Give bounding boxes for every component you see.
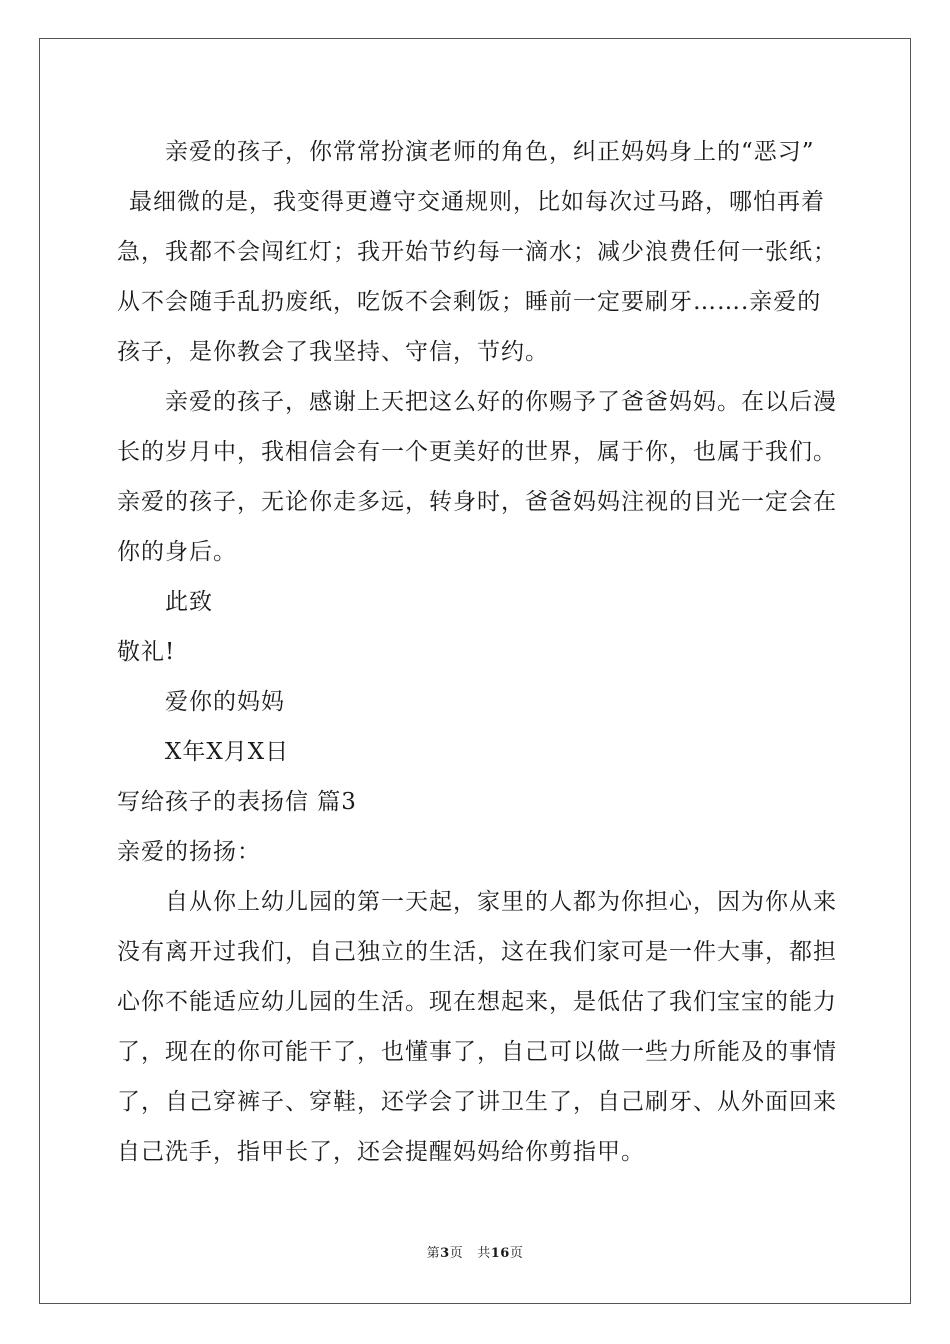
paragraph-line: 亲爱的孩子，你常常扮演老师的角色，纠正妈妈身上的“恶习” [165,139,815,165]
paragraph-line: 没有离开过我们，自己独立的生活，这在我们家可是一件大事，都担 [117,939,837,965]
page-prefix: 第 [426,1246,441,1261]
page-number: 3 [440,1246,450,1261]
paragraph-line: 心你不能适应幼儿园的生活。现在想起来，是低估了我们宝宝的能力 [117,989,837,1015]
paragraph-line: 你的身后。 [117,539,237,565]
paragraph-line: 长的岁月中，我相信会有一个更美好的世界，属于你，也属于我们。 [117,439,837,465]
total-prefix: 共 [477,1246,491,1261]
paragraph-line: 自从你上幼儿园的第一天起，家里的人都为你担心，因为你从来 [165,889,837,915]
closing-regards: 敬礼! [117,639,176,665]
paragraph-line: 急，我都不会闯红灯；我开始节约每一滴水；减少浪费任何一张纸； [117,239,837,265]
total-suffix: 页 [509,1246,524,1261]
paragraph-line: 从不会随手乱扔废纸，吃饭不会剩饭；睡前一定要刷牙…….亲爱的 [117,289,822,315]
paragraph-line: 孩子，是你教会了我坚持、守信，节约。 [117,339,549,365]
page-footer [0,1246,950,1262]
signature: 爱你的妈妈 [165,689,285,715]
closing-salutation: 此致 [165,589,213,615]
paragraph-line: 了，自己穿裤子、穿鞋，还学会了讲卫生了，自己刷牙、从外面回来 [117,1089,837,1115]
date-line: X年X月X日 [165,739,290,765]
page-suffix: 页 [449,1246,464,1261]
total-pages: 16 [490,1246,510,1261]
section-heading: 写给孩子的表扬信 篇3 [117,789,357,815]
letter-greeting: 亲爱的扬扬： [117,839,261,865]
paragraph-line: 亲爱的孩子，无论你走多远，转身时，爸爸妈妈注视的目光一定会在 [117,489,837,515]
paragraph-line: 了，现在的你可能干了，也懂事了，自己可以做一些力所能及的事情 [117,1039,837,1065]
paragraph-line: 最细微的是，我变得更遵守交通规则，比如每次过马路，哪怕再着 [129,189,825,215]
document-body [117,127,837,1177]
paragraph-line: 亲爱的孩子，感谢上天把这么好的你赐予了爸爸妈妈。在以后漫 [165,389,837,415]
paragraph-line: 自己洗手，指甲长了，还会提醒妈妈给你剪指甲。 [117,1139,645,1165]
